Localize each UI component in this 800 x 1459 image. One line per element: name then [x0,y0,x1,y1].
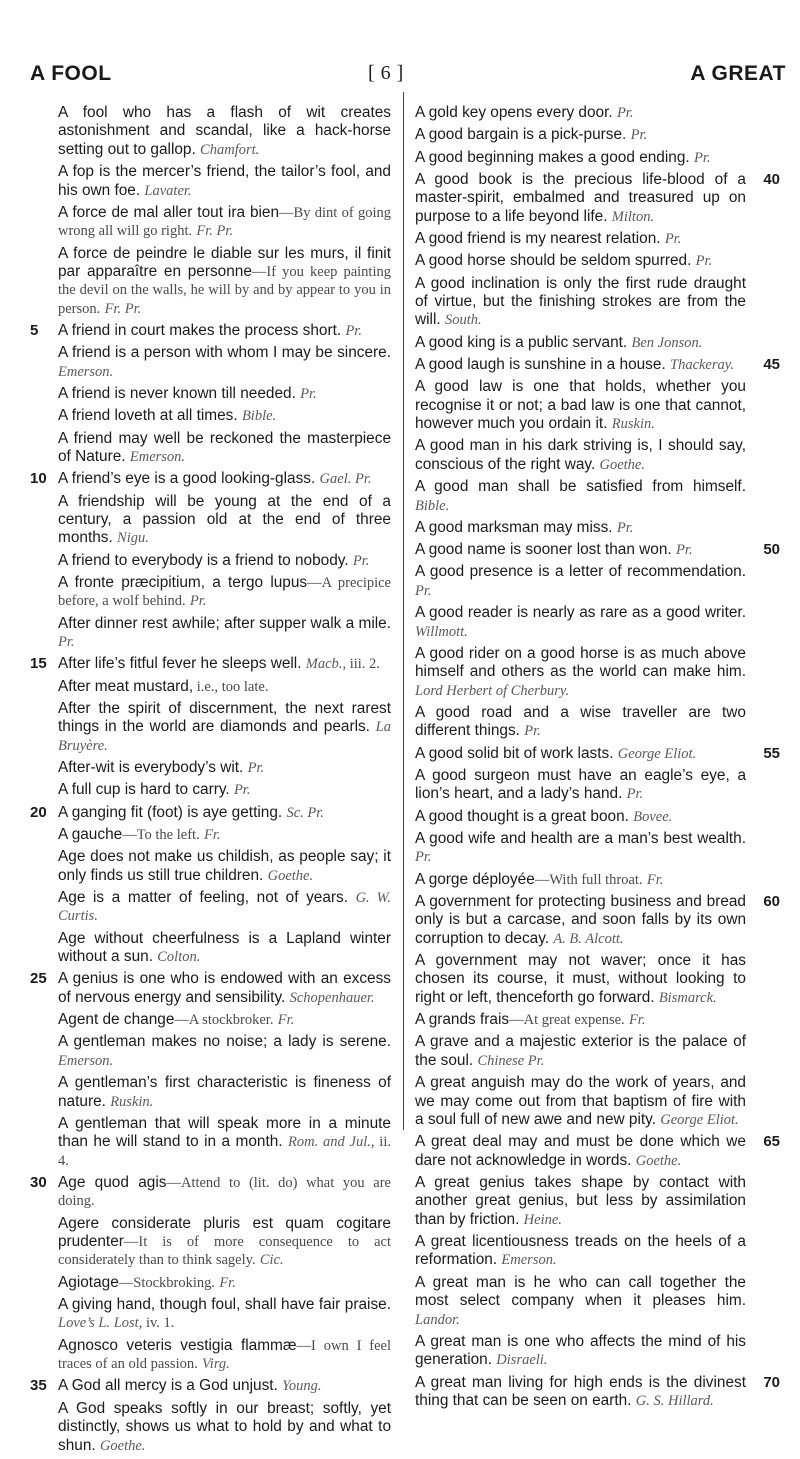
quotation-entry [30,655,391,673]
quotation-source: Rom. and Jul. [288,1134,371,1151]
line-number: 45 [763,356,780,373]
quotation-source: George Eliot. [617,745,697,762]
quotation-text: A great licentiousness treads on the heels of a reformation. [415,1233,746,1269]
quotation-entry [415,230,746,248]
quotation-source: Lavater. [144,182,192,199]
quotation-text: A great anguish may do the work of years, and we may come out from that baptism of fire with a soul full of new awe and new pity. [415,1074,746,1128]
quotation-entry [58,1296,391,1333]
quotation-source: Goethe. [635,1152,682,1169]
quotation-entry [30,1377,391,1395]
column-divider [403,92,404,1130]
quotation-entry [58,245,391,319]
quotation-entry [415,1333,746,1370]
quotation-text: A government may not waver; once it has chosen its course, it must, without looking to right or left, thenceforth go forward. [415,952,746,1006]
quotation-source: Goethe. [267,867,314,884]
quotation-text: Age is a matter of feeling, not of years. [58,889,348,907]
quotation-gloss: —Attend to (lit. do) what you are doing. [58,1174,391,1210]
quotation-text: A giving hand, though foul, shall have fair praise. [58,1296,391,1314]
quotation-entry [58,930,391,967]
quotation-entry [58,552,391,570]
quotation-source: Pr. [415,849,432,866]
quotation-source: Bismarck. [658,989,717,1006]
quotation-source: La Bruyère. [58,719,391,754]
quotation-source: Ruskin. [611,416,655,433]
quotation-entry [415,104,746,122]
quotation-text: A friend in court makes the process short. [58,322,342,340]
quotation-text: A friend to everybody is a friend to nobody. [58,551,349,569]
quotation-source: Disraeli. [496,1352,548,1369]
quotation-source: Pr. [233,782,251,799]
quotation-text: A great man is one who affects the mind of his generation. [415,1332,746,1369]
quotation-source: Pr. [300,386,317,403]
quotation-source: G. S. Hillard. [635,1392,714,1409]
quotation-text: Age quod agis [58,1173,167,1191]
quotation-entry [58,1400,391,1455]
line-number: 40 [763,170,780,188]
quotation-text: After dinner rest awhile; after supper walk a mile. [58,614,391,632]
quotation-entry [415,519,746,537]
quotation-text: A good horse should be seldom spurred. [415,252,692,270]
quotation-entry [58,1074,391,1111]
quotation-entry [58,104,391,159]
quotation-text: A friend’s eye is a good looking-glass. [58,470,316,488]
quotation-entry [58,1274,391,1292]
quotation-gloss: —I own I feel traces of an old passion. [58,1337,391,1373]
quotation-source: Bible. [415,497,450,514]
quotation-gloss: , ii. 4. [58,1134,391,1169]
quotation-text: Agiotage [58,1273,119,1291]
quotation-source: Thackeray. [670,357,735,373]
quotation-entry [415,1274,746,1329]
quotation-source: Schopenhauer. [289,989,375,1006]
quotation-source: Pr. [675,542,693,559]
quotation-source: Pr. [352,552,370,569]
quotation-text: A gentleman’s first characteristic is fineness of nature. [58,1074,391,1110]
quotation-entry [415,830,746,867]
line-number: 55 [763,744,780,762]
line-number: 25 [30,970,47,988]
quotation-source: South. [444,312,482,329]
quotation-entry [58,1215,391,1270]
quotation-source: Pr. [616,105,634,121]
quotation-text: A good bargain is a pick-purse. [415,126,627,144]
quotation-source: Virg. [202,1356,230,1373]
right-column [415,104,780,1414]
quotation-gloss: —Stockbroking. [118,1274,216,1291]
quotation-source: Colton. [157,949,201,966]
quotation-entry [58,493,391,548]
quotation-entry [58,826,391,844]
quotation-text: A God speaks softly in our breast; softly, yet distinctly, shows us what to hold by and what to shun. [58,1399,391,1454]
quotation-entry [30,322,391,340]
quotation-text: After meat mustard, [58,677,194,695]
quotation-source: Emerson. [58,1052,114,1069]
quotation-source: Pr. [664,231,682,247]
quotation-text: A good solid bit of work lasts. [415,744,614,762]
quotation-gloss: —By dint of going wrong all will go right. [58,204,391,240]
quotation-source: Willmott. [415,623,468,640]
quotation-source: Sc. Pr. [286,804,324,821]
quotation-entry [415,952,746,1007]
quotation-source: Fr. [277,1012,295,1029]
quotation-source: Pr. [616,519,634,536]
quotation-source: Fr. [219,1274,236,1291]
quotation-entry [58,430,391,467]
quotation-text: A fop is the mercer’s friend, the tailor’s fool, and his own foe. [58,163,391,199]
quotation-entry [58,848,391,885]
quotation-source: A. B. Alcott. [553,930,624,947]
quotation-text: A great man living for high ends is the divinest thing that can be seen on earth. [415,1373,746,1409]
quotation-entry [415,1074,746,1129]
quotation-source: Emerson. [58,363,114,380]
line-number: 50 [763,541,780,559]
quotation-source: Chamfort. [200,141,260,158]
quotation-text: A gauche [58,826,123,844]
quotation-entry [415,1174,746,1229]
quotation-text: After the spirit of discernment, the next rarest things in the world are diamonds and pearls. [58,700,391,736]
quotation-text: After life’s fitful fever he sleeps well. [58,655,302,673]
quotation-text: A friend may well be reckoned the masterpiece of Nature. [58,429,391,466]
quotation-entry [30,470,391,488]
quotation-entry [415,1373,780,1411]
page-number: [ 6 ] [368,62,404,84]
quotation-text: A good beginning makes a good ending. [415,148,690,166]
quotation-text: Agnosco veteris vestigia flammæ [58,1336,297,1354]
quotation-entry [58,615,391,652]
quotation-text: A good man in his dark striving is, I should say, conscious of the right way. [415,437,746,473]
quotation-entry [58,344,391,381]
quotation-source: Pr. [626,786,644,803]
quotation-text: A genius is one who is endowed with an excess of nervous energy and sensibility. [58,970,391,1006]
quotation-entry [415,1233,746,1270]
quotation-source: Pr. [415,582,432,599]
quotation-text: A good man shall be satisfied from himself. [415,478,746,496]
quotation-source: Pr. [630,127,648,144]
quotation-source: Pr. [693,149,711,166]
quotation-gloss: —If you keep painting the devil on the walls, he will by and by appear to you in person. [58,263,391,317]
line-number: 70 [763,1373,780,1391]
quotation-source: Milton. [611,208,655,225]
quotation-source: Pr. [524,723,541,740]
quotation-text: Age without cheerfulness is a Lapland winter without a sun. [58,929,391,966]
quotation-entry [415,563,746,600]
quotation-entry [58,678,391,696]
quotation-text: After-wit is everybody’s wit. [58,759,244,777]
quotation-source: Ben Jonson. [631,334,703,351]
quotation-text: A great genius takes shape by contact with another great genius, but less by assimilation than by friction. [415,1173,746,1228]
quotation-text: A friendship will be young at the end of a century, a passion old at the end of three months. [58,492,391,547]
quotation-entry [58,889,391,926]
quotation-entry [415,1033,746,1070]
quotation-text: A government for protecting business and bread only is but a carcase, and soon falls by its own corruption to decay. [415,892,746,947]
line-number: 30 [30,1173,47,1191]
quotation-text: A good rider on a good horse is as much above himself and others as the world can make him. [415,644,746,681]
quotation-text: A good surgeon must have an eagle’s eye, a lion’s heart, and a lady’s hand. [415,766,746,803]
quotation-entry [415,808,746,826]
header-first-word: A FOOL [30,62,112,85]
quotation-text: A good name is sooner lost than won. [415,541,672,559]
quotation-source: Emerson. [501,1252,557,1269]
header-last-word: A GREAT [690,62,786,85]
quotation-source: Fr. [203,827,221,844]
quotation-source: Fr. Pr. [196,223,234,240]
quotation-entry [30,1173,391,1211]
quotation-source: Gael. Pr. [319,471,372,488]
quotation-source: G. W. Curtis. [58,890,391,925]
quotation-gloss: —A precipice before, a wolf behind. [58,575,391,610]
quotation-text: A force de mal aller tout ira bien [58,203,280,221]
quotation-entry [415,541,780,559]
quotation-entry [415,378,746,433]
quotation-source: George Eliot. [660,1111,739,1128]
quotation-text: Agere considerate pluris est quam cogitare prudenter [58,1214,391,1251]
quotation-source: Lord Herbert of Cherbury. [415,682,570,699]
quotation-entry [58,204,391,241]
quotation-text: A grave and a majestic exterior is the palace of the soul. [415,1033,746,1069]
quotation-source: Pr. [247,760,265,777]
quotation-entry [415,334,746,352]
quotation-text: A fronte præcipitium, a tergo lupus [58,574,308,592]
quotation-entry [58,385,391,403]
quotation-text: A good thought is a great boon. [415,807,629,825]
line-number: 35 [30,1377,47,1395]
quotation-entry [58,781,391,799]
quotation-text: A great man is he who can call together the most select company when it pleases him. [415,1273,746,1310]
line-number: 20 [30,803,47,821]
quotation-gloss: —A stockbroker. [174,1012,274,1029]
quotation-text: A fool who has a flash of wit creates astonishment and scandal, like a hack-horse setting out to gallop. [58,104,391,158]
quotation-entry [415,275,746,330]
quotation-source: Nigu. [117,530,149,547]
quotation-text: A good reader is nearly as rare as a good writer. [415,604,746,622]
quotation-text: A good wife and health are a man’s best wealth. [415,829,746,847]
quotation-gloss: , iii. 2. [342,656,380,673]
quotation-entry [58,759,391,777]
quotation-entry [58,407,391,425]
quotation-text: A friend is never known till needed. [58,385,296,403]
quotation-source: Fr. [646,871,664,888]
quotation-entry [415,437,746,474]
quotation-source: Love’s L. Lost [58,1315,139,1332]
quotation-text: Age does not make us childish, as people say; it only finds us still true children. [58,848,391,884]
quotation-gloss: , iv. 1. [138,1315,175,1332]
quotation-gloss: i.e., too late. [193,678,269,695]
quotation-source: Bovee. [633,808,673,825]
line-number: 15 [30,655,47,673]
quotation-text: A full cup is hard to carry. [58,781,230,799]
quotation-text: A good laugh is sunshine in a house. [415,356,666,373]
quotation-entry [415,1133,780,1170]
quotation-text: A gold key opens every door. [415,104,613,121]
line-number: 60 [763,892,780,910]
quotation-source: Chinese Pr. [477,1052,545,1069]
quotation-text: A God all mercy is a God unjust. [58,1377,278,1395]
quotation-source: Macb. [305,656,343,673]
quotation-entry [415,767,746,804]
page-header [30,62,786,90]
left-column [30,104,391,1459]
quotation-source: Emerson. [129,449,186,466]
quotation-text: A friend is a person with whom I may be sincere. [58,344,391,362]
quotation-text: A good friend is my nearest relation. [415,230,661,247]
line-number: 65 [763,1133,780,1151]
line-number: 5 [30,322,39,340]
quotation-text: A great deal may and must be done which we dare not acknowledge in words. [415,1133,746,1169]
quotation-source: Goethe. [99,1437,146,1454]
quotation-text: A gentleman makes no noise; a lady is serene. [58,1033,391,1051]
quotation-text: A force de peindre le diable sur les murs, il finit par apparaître en personne [58,244,391,280]
quotation-entry [415,170,780,226]
quotation-gloss: —To the left. [122,827,200,844]
quotation-source: Heine. [523,1211,562,1228]
quotation-entry [415,252,746,270]
quotation-entry [415,645,746,700]
quotation-entry [415,478,746,515]
quotation-entry [415,1011,746,1029]
quotation-gloss: —With full throat. [534,871,643,888]
quotation-text: A good marksman may miss. [415,518,613,536]
quotation-entry [415,704,746,741]
quotation-source: Pr. [189,593,207,610]
quotation-text: A good road and a wise traveller are two different things. [415,703,746,740]
quotation-entry [30,803,391,822]
quotation-source: Landor. [415,1311,460,1328]
quotation-text: A grands frais [415,1011,510,1029]
quotation-entry [58,700,391,755]
quotation-entry [58,1011,391,1029]
quotation-text: A good law is one that holds, whether you recognise it or not; a bad law is one that cannot, however much you ordain it. [415,378,746,433]
quotation-source: Fr. [628,1012,646,1029]
quotation-text: A good book is the precious life-blood of a master-spirit, embalmed and treasured up on purpose to a life beyond life. [415,170,746,225]
quotation-gloss: —At great expense. [509,1012,625,1029]
quotation-entry [58,163,391,200]
quotation-source: Bible. [241,408,277,425]
quotation-entry [415,126,746,144]
line-number: 10 [30,470,47,488]
quotation-text: A gentleman that will speak more in a minute than he will stand to in a month. [58,1114,391,1151]
quotation-text: A good inclination is only the first rude draught of virtue, but the finishing strokes are from the will. [415,274,746,329]
quotation-entry [415,149,746,167]
quotation-text: A friend loveth at all times. [58,407,238,425]
quotation-source: Pr. [345,323,362,340]
quotation-text: Agent de change [58,1011,175,1029]
quotation-entry [30,970,391,1007]
quotation-entry [58,1033,391,1070]
quotation-source: Cic. [259,1252,284,1269]
quotation-entry [415,356,780,374]
quotation-source: Fr. Pr. [104,300,142,317]
quotation-entry [58,1115,391,1170]
quotation-entry [415,871,746,889]
quotation-source: Pr. [695,253,713,270]
quotation-text: A gorge déployée [415,870,535,888]
quotation-source: Young. [282,1378,322,1395]
quotation-text: A ganging fit (foot) is aye getting. [58,803,283,821]
quotation-entry [415,892,780,948]
quotation-entry [415,744,780,763]
quotation-entry [58,574,391,611]
quotation-source: Ruskin. [110,1093,154,1110]
quotation-text: A good presence is a letter of recommendation. [415,563,746,581]
quotation-gloss: —It is of more consequence to act considerately than to think sagely. [58,1234,391,1269]
quotation-source: Pr. [58,634,75,651]
quotation-entry [58,1337,391,1374]
quotation-source: Goethe. [599,456,645,473]
quotation-text: A good king is a public servant. [415,333,628,351]
quotation-entry [415,604,746,641]
